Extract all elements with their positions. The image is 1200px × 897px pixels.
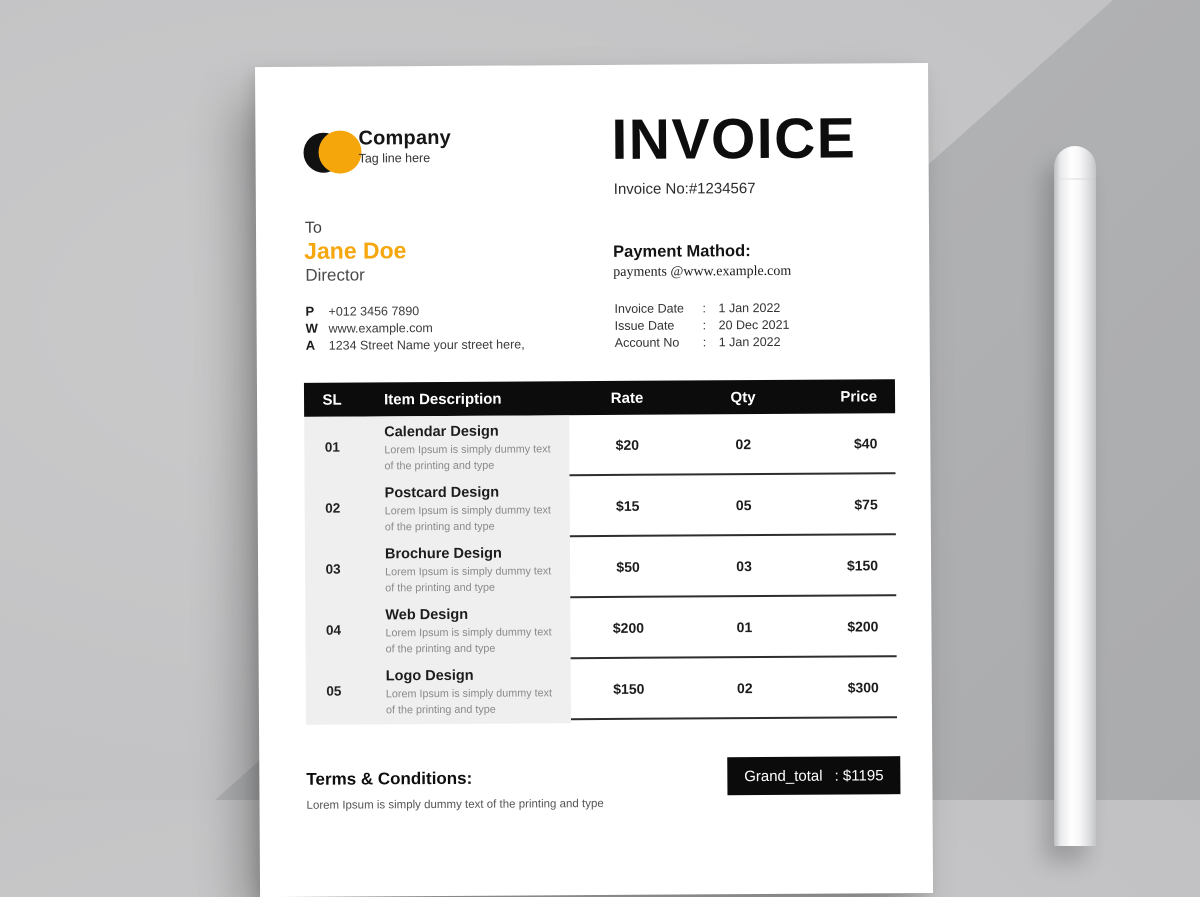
- contact-address: [306, 335, 525, 353]
- item-name: Calendar Design: [384, 423, 499, 441]
- client-role: Director: [305, 265, 365, 285]
- header-item: Item Description: [383, 390, 502, 408]
- row-price: $150: [846, 556, 879, 574]
- row-qty: 02: [735, 435, 752, 452]
- grand-total-value: : $1195: [834, 766, 884, 785]
- row-rate: $15: [615, 497, 640, 514]
- row-sl: 03: [325, 561, 341, 577]
- grand-total-label: Grand_total: [744, 767, 823, 785]
- row-sl: 05: [326, 683, 342, 699]
- header-qty: Qty: [730, 388, 756, 406]
- website-key: W: [305, 320, 318, 336]
- item-desc: Lorem Ipsum is simply dummy text of the printing and type: [384, 443, 551, 473]
- grand-total-badge: [727, 756, 900, 795]
- account-no-row: [615, 333, 790, 351]
- header-rate: Rate: [610, 389, 644, 407]
- invoice-meta: [614, 299, 789, 351]
- website-value: www.example.com: [328, 320, 433, 336]
- contact-list: [305, 301, 524, 353]
- row-price: $40: [853, 434, 878, 451]
- row-qty: 05: [735, 496, 752, 513]
- company-logo-icon: [303, 130, 363, 174]
- item-name: Brochure Design: [384, 545, 502, 563]
- address-value: 1234 Street Name your street here,: [328, 336, 525, 353]
- header-sl: SL: [322, 391, 342, 409]
- item-desc: Lorem Ipsum is simply dummy text of the printing and type: [385, 626, 552, 656]
- table-row: [305, 474, 896, 539]
- row-rate: $50: [616, 558, 640, 575]
- table-header: [304, 379, 895, 417]
- colon: :: [702, 317, 707, 332]
- bill-to-label: To: [304, 219, 322, 237]
- stylus-pen: [1054, 146, 1096, 846]
- terms-text: Lorem Ipsum is simply dummy text of the printing and type: [306, 797, 604, 812]
- table-row: [305, 535, 896, 600]
- colon: :: [702, 300, 707, 315]
- item-name: Postcard Design: [384, 484, 500, 502]
- header-price: Price: [840, 387, 878, 406]
- row-rate: $150: [613, 680, 645, 697]
- contact-website: [306, 318, 525, 336]
- invoice-title: INVOICE: [611, 106, 857, 172]
- row-qty: 02: [736, 679, 753, 696]
- phone-key: P: [305, 303, 315, 319]
- phone-value: +012 3456 7890: [328, 303, 420, 319]
- invoice-date-row: [614, 299, 789, 317]
- table-row: [306, 657, 897, 722]
- logo-yellow-circle: [318, 130, 361, 173]
- table-row: [305, 596, 896, 661]
- company-tagline: Tag line here: [358, 151, 431, 166]
- row-price: $300: [847, 678, 879, 696]
- terms-heading: Terms & Conditions:: [306, 768, 473, 789]
- row-rate: $200: [612, 619, 645, 636]
- payment-method-heading: Payment Mathod:: [613, 242, 751, 261]
- row-price: $75: [854, 495, 878, 512]
- item-name: Logo Design: [385, 667, 474, 685]
- account-no-value: 1 Jan 2022: [718, 334, 781, 349]
- payment-email: payments @www.example.com: [613, 263, 792, 280]
- row-sl: 04: [325, 622, 342, 638]
- invoice-sheet: [255, 63, 933, 897]
- issue-date-label: Issue Date: [614, 318, 675, 333]
- address-key: A: [305, 337, 316, 353]
- contact-phone: [305, 301, 524, 319]
- row-rate: $20: [615, 436, 640, 453]
- company-name: Company: [358, 126, 452, 150]
- row-qty: 01: [736, 618, 753, 635]
- brand-text: [358, 127, 451, 166]
- items-table: [304, 379, 897, 725]
- issue-date-row: [615, 316, 790, 334]
- client-name: Jane Doe: [304, 237, 407, 264]
- colon: :: [702, 334, 707, 349]
- item-desc: Lorem Ipsum is simply dummy text of the printing and type: [385, 687, 553, 717]
- item-desc: Lorem Ipsum is simply dummy text of the printing and type: [384, 504, 551, 534]
- account-no-label: Account No: [614, 335, 680, 350]
- item-desc: Lorem Ipsum is simply dummy text of the printing and type: [385, 565, 552, 595]
- invoice-number: Invoice No:#1234567: [613, 180, 756, 198]
- issue-date-value: 20 Dec 2021: [718, 317, 790, 332]
- invoice-date-label: Invoice Date: [614, 300, 685, 316]
- row-sl: 01: [324, 439, 340, 455]
- row-qty: 03: [736, 557, 752, 574]
- item-name: Web Design: [385, 606, 469, 624]
- row-price: $200: [847, 617, 879, 635]
- table-row: [304, 413, 895, 478]
- invoice-date-value: 1 Jan 2022: [718, 300, 781, 315]
- row-sl: 02: [325, 500, 341, 516]
